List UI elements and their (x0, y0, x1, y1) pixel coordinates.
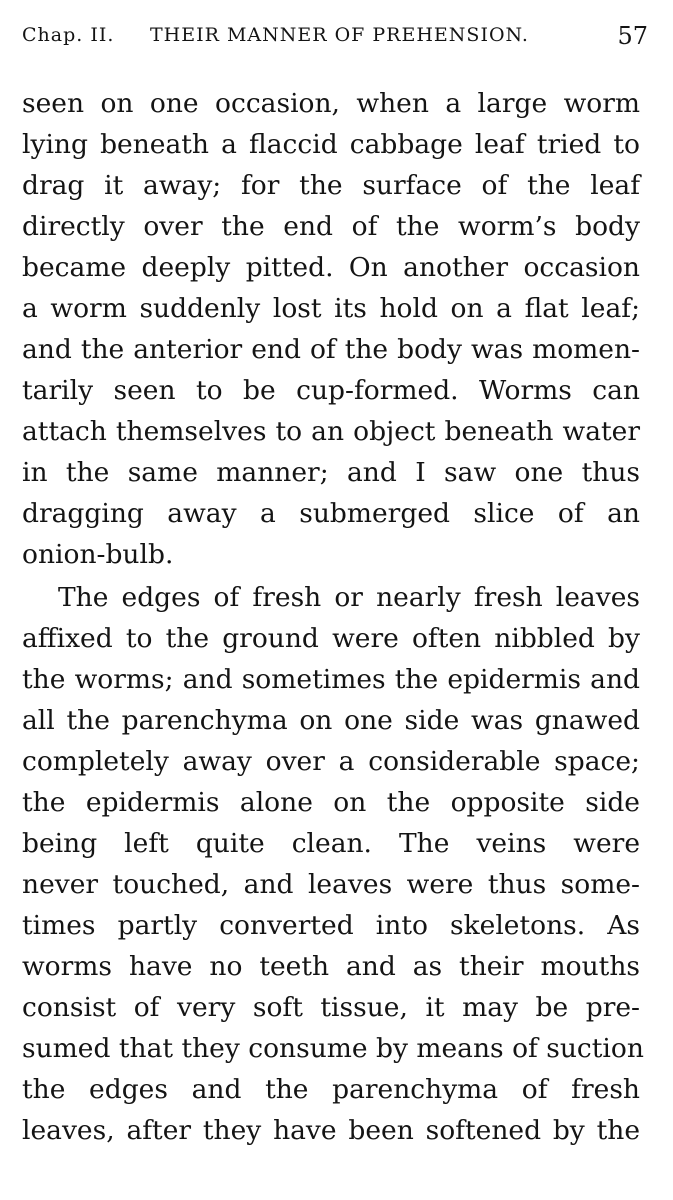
text-line: seen on one occasion, when a large worm (22, 88, 640, 119)
text-line: became deeply pitted. On another occasion (22, 252, 640, 283)
chapter-label: Chap. II. (22, 24, 115, 46)
text-line: drag it away; for the surface of the leaf (22, 170, 640, 201)
text-line: attach themselves to an object beneath water (22, 416, 640, 447)
running-title: THEIR MANNER OF PREHENSION. (150, 24, 529, 46)
text-line: sumed that they consume by means of suction (22, 1033, 644, 1064)
text-line: and the anterior end of the body was momen- (22, 334, 640, 365)
text-line: dragging away a submerged slice of an (22, 498, 640, 529)
text-line: lying beneath a flaccid cabbage leaf tried to (22, 129, 640, 160)
page-number: 57 (617, 22, 648, 50)
text-line: onion-bulb. (22, 539, 174, 570)
text-line: the edges and the parenchyma of fresh (22, 1074, 640, 1105)
text-line: times partly converted into skeletons. As (22, 910, 640, 941)
running-header (22, 24, 648, 60)
text-line: directly over the end of the worm’s body (22, 211, 640, 242)
text-line: the epidermis alone on the opposite side (22, 787, 640, 818)
text-line: in the same manner; and I saw one thus (22, 457, 640, 488)
text-line: leaves, after they have been softened by the (22, 1115, 640, 1146)
text-line: consist of very soft tissue, it may be pre- (22, 992, 640, 1023)
text-line: all the parenchyma on one side was gnawed (22, 705, 640, 736)
text-line: worms have no teeth and as their mouths (22, 951, 640, 982)
paragraph-first-line: The edges of fresh or nearly fresh leaves (58, 582, 640, 613)
text-line: completely away over a considerable space; (22, 746, 640, 777)
text-line: tarily seen to be cup-formed. Worms can (22, 375, 640, 406)
text-line: affixed to the ground were often nibbled by (22, 623, 640, 654)
text-line: being left quite clean. The veins were (22, 828, 640, 859)
text-line: the worms; and sometimes the epidermis and (22, 664, 640, 695)
text-line: never touched, and leaves were thus some- (22, 869, 640, 900)
text-line: a worm suddenly lost its hold on a flat leaf; (22, 293, 640, 324)
